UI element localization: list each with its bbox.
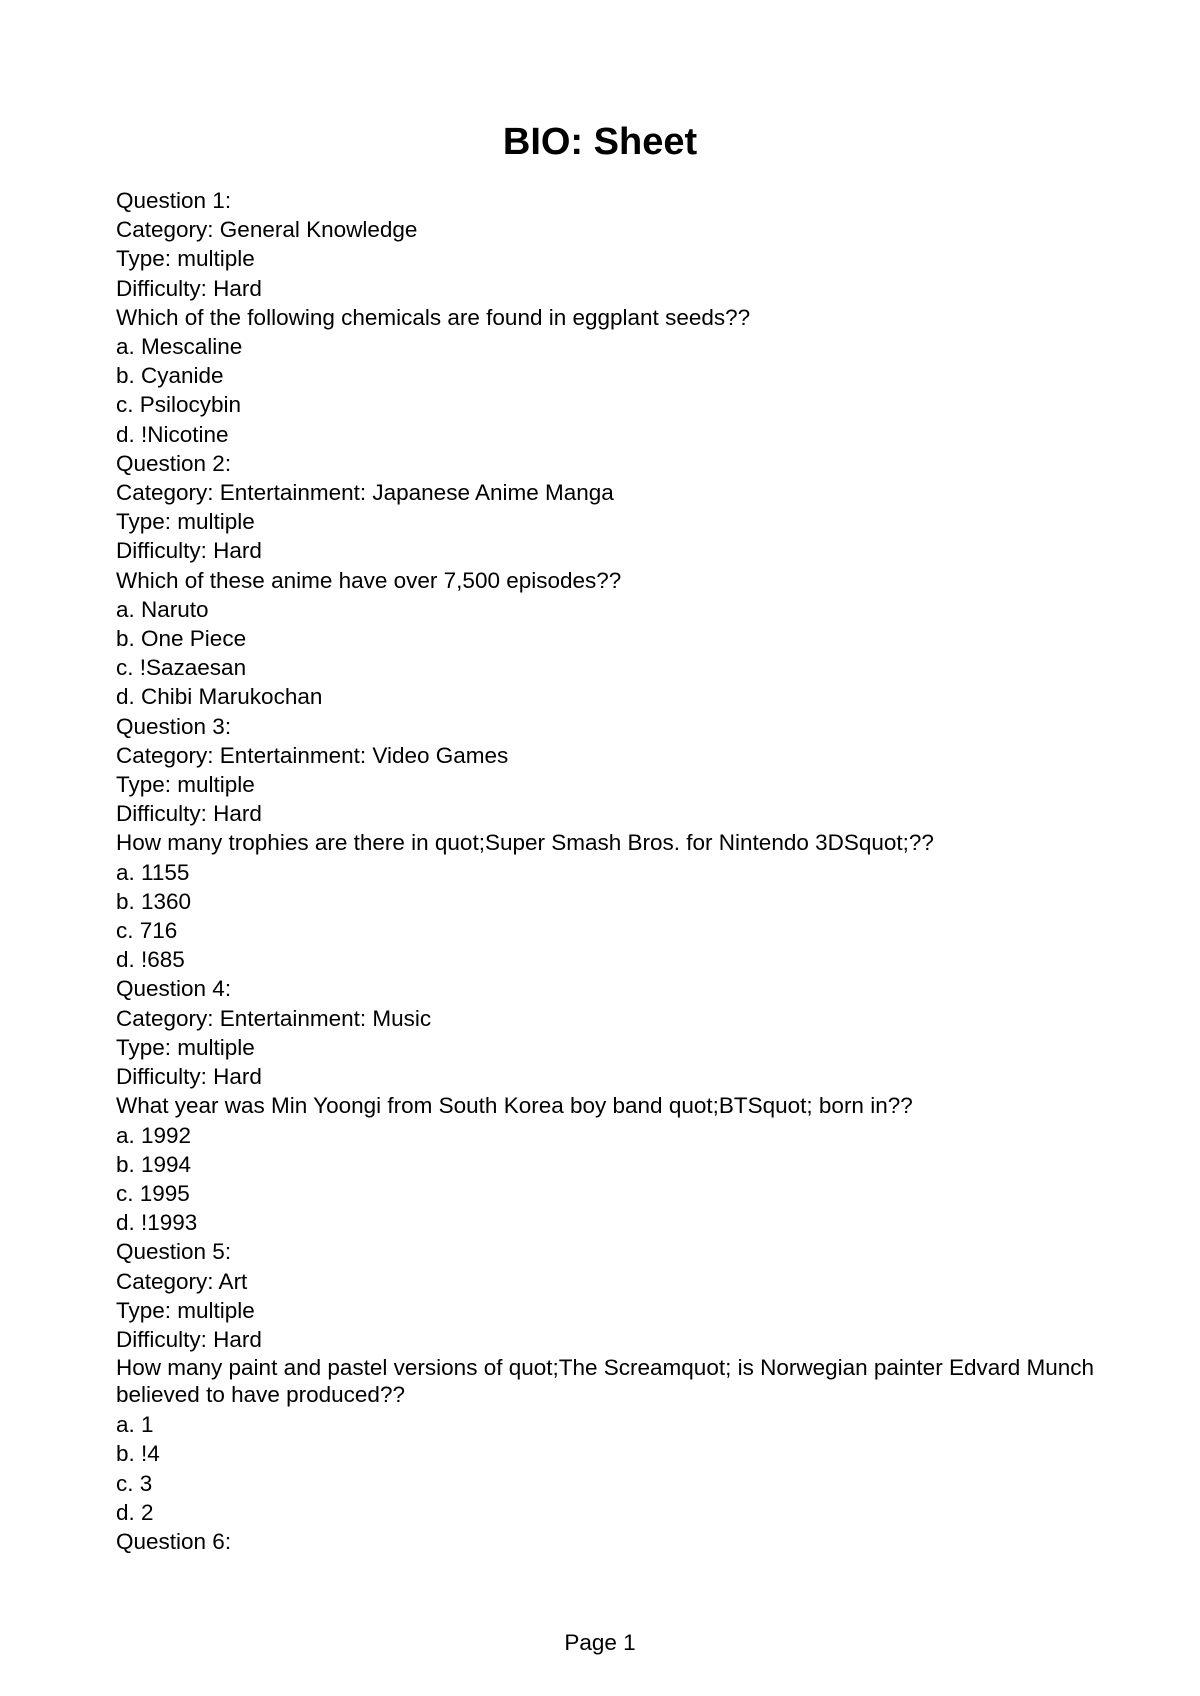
answer-option: b. 1360	[116, 888, 192, 914]
answer-option: a. Naruto	[116, 596, 209, 622]
question-category: Category: Entertainment: Music	[116, 1005, 432, 1031]
answer-option: c. 3	[116, 1470, 153, 1496]
answer-option: d. 2	[116, 1499, 154, 1525]
page-number: Page 1	[564, 1630, 636, 1655]
answer-option: d. !1993	[116, 1210, 198, 1236]
question-difficulty: Difficulty: Hard	[116, 275, 262, 301]
question-heading: Question 1:	[116, 188, 232, 213]
answer-option: a. 1	[116, 1412, 154, 1438]
question-text: Which of these anime have over 7,500 episodes??	[116, 567, 622, 593]
question-difficulty: Difficulty: Hard	[116, 1064, 262, 1090]
question-text: What year was Min Yoongi from South Korea boy band quot;BTSquot; born in??	[116, 1093, 913, 1119]
question-category: Category: Entertainment: Japanese Anime Manga	[116, 480, 614, 506]
answer-option: c. Psilocybin	[116, 392, 242, 418]
question-heading: Question 2:	[116, 450, 232, 476]
question-type: Type: multiple	[116, 246, 255, 272]
page-title: BIO: Sheet	[502, 121, 698, 163]
answer-option: b. !4	[116, 1441, 160, 1467]
question-type: Type: multiple	[116, 1034, 255, 1060]
question-heading: Question 4:	[116, 976, 232, 1002]
answer-option: c. 716	[116, 918, 178, 944]
question-list	[116, 186, 1116, 1556]
answer-option: b. 1994	[116, 1151, 192, 1177]
question-text: How many trophies are there in quot;Super Smash Bros. for Nintendo 3DSquot;??	[116, 830, 934, 856]
answer-option: a. Mescaline	[116, 334, 243, 360]
question-category: Category: General Knowledge	[116, 217, 418, 243]
question-heading: Question 5:	[116, 1239, 232, 1265]
answer-option: c. !Sazaesan	[116, 655, 247, 681]
question-type: Type: multiple	[116, 509, 255, 535]
question-heading: Question 6:	[116, 1528, 232, 1554]
question-text: How many paint and pastel versions of quot;The Screamquot; is Norwegian painter Edvard Munch believed to have produced??	[116, 1355, 1095, 1408]
question-category: Category: Entertainment: Video Games	[116, 742, 509, 768]
question-text: Which of the following chemicals are found in eggplant seeds??	[116, 304, 751, 330]
question-type: Type: multiple	[116, 772, 255, 798]
question-heading: Question 3:	[116, 713, 232, 739]
answer-option: b. Cyanide	[116, 363, 224, 389]
question-type: Type: multiple	[116, 1297, 255, 1323]
answer-option: a. 1155	[116, 859, 190, 885]
answer-option: a. 1992	[116, 1122, 192, 1148]
answer-option: c. 1995	[116, 1180, 190, 1206]
answer-option: d. !Nicotine	[116, 421, 229, 447]
question-category: Category: Art	[116, 1268, 248, 1294]
question-difficulty: Difficulty: Hard	[116, 801, 262, 827]
question-difficulty: Difficulty: Hard	[116, 1326, 262, 1352]
answer-option: d. !685	[116, 947, 185, 973]
question-difficulty: Difficulty: Hard	[116, 538, 262, 564]
answer-option: b. One Piece	[116, 626, 247, 652]
answer-option: d. Chibi Marukochan	[116, 684, 323, 710]
